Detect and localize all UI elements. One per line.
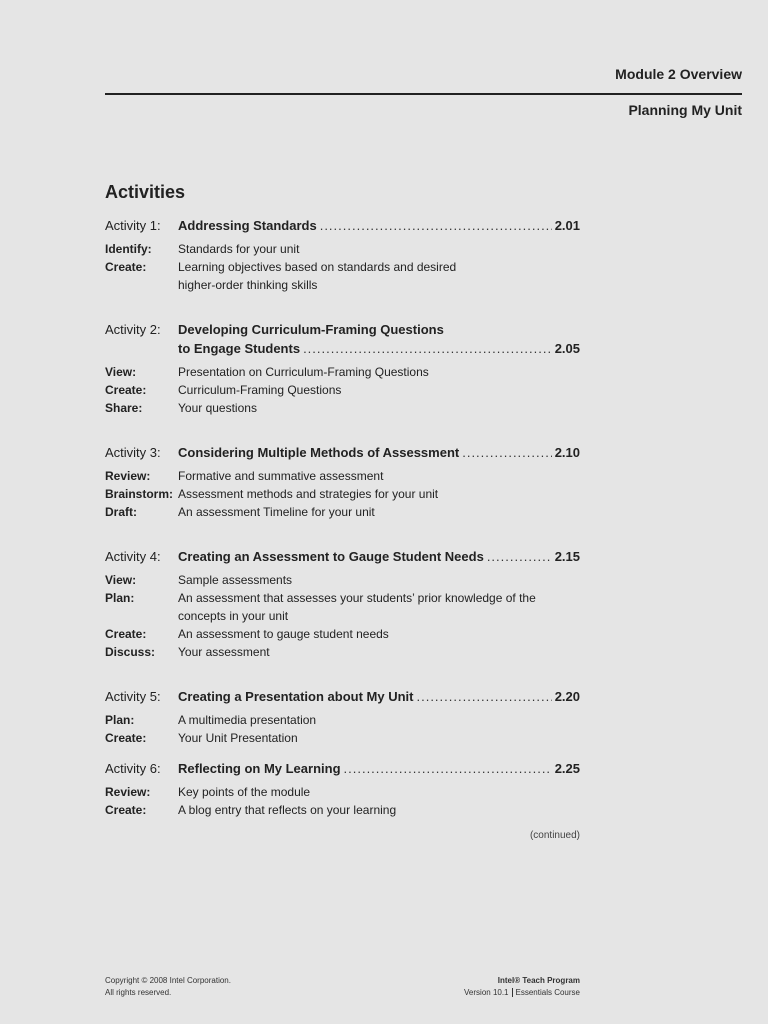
activity-heading: [105, 443, 580, 462]
activity-number: Activity 1:: [105, 218, 161, 233]
page-number: 2.25: [554, 761, 580, 776]
activity-number: Activity 5:: [105, 689, 161, 704]
dot-leader: [320, 216, 552, 235]
task-label: Review:: [105, 785, 151, 799]
task-description: Assessment methods and strategies for your unit: [178, 487, 439, 501]
task-description: Formative and summative assessment: [178, 469, 384, 483]
activity-tasks: [105, 240, 580, 294]
activity-tasks: [105, 571, 580, 661]
dot-leader: [344, 759, 552, 778]
rights-line: All rights reserved.: [105, 988, 172, 997]
activity-heading: [105, 320, 580, 358]
page-number: 2.20: [554, 689, 580, 704]
activity-number: Activity 2:: [105, 322, 161, 337]
task-item: [105, 625, 580, 643]
activity-title: Addressing Standards: [178, 218, 317, 233]
activity-heading: [105, 759, 580, 778]
activity-title-line: [178, 320, 580, 339]
task-item: [105, 503, 580, 521]
activity-list: [105, 216, 580, 819]
task-label: Create:: [105, 260, 147, 274]
activity-block: [105, 687, 580, 747]
course-text: Essentials Course: [515, 988, 580, 997]
page-number: 2.15: [554, 549, 580, 564]
task-label: Review:: [105, 469, 151, 483]
activity-title-line: [178, 443, 580, 462]
task-description: Learning objectives based on standards and desired: [178, 260, 457, 274]
task-description: higher-order thinking skills: [178, 278, 318, 292]
activity-title-line: [178, 759, 580, 778]
footer-copyright: [105, 975, 231, 999]
task-item: [105, 729, 580, 747]
activity-block: [105, 216, 580, 294]
task-item: [105, 363, 580, 381]
task-description: Sample assessments: [178, 573, 293, 587]
task-description: An assessment that assesses your students’ prior knowledge of the: [178, 591, 536, 605]
activity-tasks: [105, 711, 580, 747]
task-description: Key points of the module: [178, 785, 311, 799]
task-label: Identify:: [105, 242, 152, 256]
activity-title: to Engage Students: [178, 341, 301, 356]
activity-number: Activity 3:: [105, 445, 161, 460]
page-number: 2.10: [554, 445, 580, 460]
task-item: [105, 643, 580, 661]
page-number: 2.01: [554, 218, 580, 233]
task-label: Discuss:: [105, 645, 156, 659]
task-item: [105, 801, 580, 819]
task-item: [105, 485, 580, 503]
task-description: Standards for your unit: [178, 242, 300, 256]
task-description: Your questions: [178, 401, 257, 415]
task-label: Create:: [105, 803, 147, 817]
activity-tasks: [105, 467, 580, 521]
task-item: [105, 467, 580, 485]
continued-note: (continued): [529, 830, 580, 841]
activity-block: [105, 320, 580, 417]
task-item: [105, 240, 580, 258]
task-item: [105, 783, 580, 801]
copyright-line: Copyright © 2008 Intel Corporation.: [105, 976, 231, 985]
activity-title: Developing Curriculum-Framing Questions: [178, 322, 444, 337]
task-item: [105, 589, 580, 625]
task-label: View:: [105, 365, 137, 379]
task-label: Draft:: [105, 505, 137, 519]
task-label: Brainstorm:: [105, 487, 174, 501]
page-number: 2.05: [554, 341, 580, 356]
task-label: Create:: [105, 627, 147, 641]
task-label: Create:: [105, 731, 147, 745]
activity-title: Reflecting on My Learning: [178, 761, 341, 776]
task-item: [105, 399, 580, 417]
version-text: Version 10.1: [464, 988, 509, 997]
dot-leader: [462, 443, 551, 462]
task-item: [105, 571, 580, 589]
section-heading: Activities: [105, 182, 186, 202]
activity-title-line: [178, 339, 580, 358]
activity-title-line: [178, 687, 580, 706]
activity-title: Considering Multiple Methods of Assessment: [178, 445, 460, 460]
dot-leader: [416, 687, 551, 706]
activity-heading: [105, 216, 580, 235]
program-name: Intel® Teach Program: [497, 976, 580, 985]
activity-title: Creating a Presentation about My Unit: [178, 689, 414, 704]
activity-block: [105, 759, 580, 819]
activity-heading: [105, 547, 580, 566]
activity-tasks: [105, 783, 580, 819]
task-description: Your assessment: [178, 645, 270, 659]
dot-leader: [303, 339, 552, 358]
task-description: A multimedia presentation: [178, 713, 317, 727]
activity-block: [105, 443, 580, 521]
task-description: Curriculum-Framing Questions: [178, 383, 342, 397]
task-description: concepts in your unit: [178, 609, 289, 623]
task-description: Presentation on Curriculum-Framing Questions: [178, 365, 429, 379]
footer-program: [380, 975, 580, 999]
footer-separator: [512, 988, 513, 997]
task-label: Plan:: [105, 713, 135, 727]
dot-leader: [487, 547, 552, 566]
header-title: Module 2 Overview: [615, 66, 742, 82]
activity-title-line: [178, 547, 580, 566]
task-label: Plan:: [105, 591, 135, 605]
task-description: A blog entry that reflects on your learning: [178, 803, 397, 817]
task-label: Share:: [105, 401, 143, 415]
activity-number: Activity 6:: [105, 761, 161, 776]
task-label: Create:: [105, 383, 147, 397]
header-subtitle: Planning My Unit: [628, 102, 742, 118]
activity-tasks: [105, 363, 580, 417]
activity-heading: [105, 687, 580, 706]
header-rule: [105, 93, 742, 95]
task-description: An assessment to gauge student needs: [178, 627, 389, 641]
activity-block: [105, 547, 580, 661]
task-description: Your Unit Presentation: [178, 731, 298, 745]
task-description: An assessment Timeline for your unit: [178, 505, 375, 519]
activity-title-line: [178, 216, 580, 235]
version-line: [380, 987, 580, 999]
task-item: [105, 258, 580, 294]
task-label: View:: [105, 573, 137, 587]
task-item: [105, 711, 580, 729]
task-item: [105, 381, 580, 399]
activity-number: Activity 4:: [105, 549, 161, 564]
activity-title: Creating an Assessment to Gauge Student Needs: [178, 549, 484, 564]
